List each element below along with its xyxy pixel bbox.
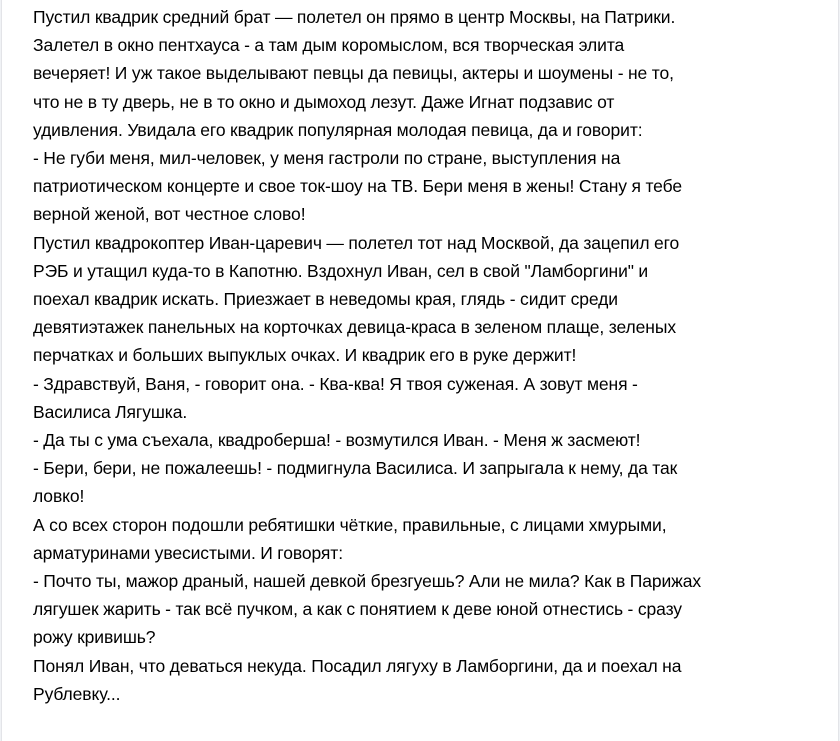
text-line: - Здравствуй, Ваня, - говорит она. - Ква-ква! Я твоя суженая. А зовут меня - [33,373,638,394]
text-line: лягушек жарить - так всё пучком, а как с понятием к деве юной отнестись - сразу [33,599,682,620]
text-line: патриотическом концерте и свое ток-шоу на ТВ. Бери меня в жены! Стану я тебе [33,176,682,197]
text-line: арматуринами увесистыми. И говорят: [33,542,343,563]
text-line: поехал квадрик искать. Приезжает в неведомы края, глядь - сидит среди [33,289,618,310]
text-line: Понял Иван, что деваться некуда. Посадил лягуху в Ламборгини, да и поехал на [33,655,682,676]
text-line: РЭБ и утащил куда-то в Капотню. Вздохнул Иван, сел в свой "Ламборгини" и [33,260,649,281]
text-line: Пустил квадрокоптер Иван-царевич — полетел тот над Москвой, да зацепил его [33,232,680,253]
text-line: - Бери, бери, не пожалеешь! - подмигнула Василиса. И запрыгала к нему, да так [33,458,678,479]
text-line: удивления. Увидала его квадрик популярная молодая певица, да и говорит: [33,119,643,140]
text-line: верной женой, вот честное слово! [33,204,306,225]
text-line: - Не губи меня, мил-человек, у меня гастроли по стране, выступления на [33,148,621,169]
text-line: девятиэтажек панельных на корточках девица-краса в зеленом плаще, зеленых [33,317,676,338]
text-line: - Да ты с ума съехала, квадроберша! - возмутился Иван. - Меня ж засмеют! [33,430,641,451]
text-line: - Почто ты, мажор драный, нашей девкой брезгуешь? Али не мила? Как в Парижах [33,571,702,592]
post-card [1,0,839,741]
text-line: А со всех сторон подошли ребятишки чёткие, правильные, с лицами хмурыми, [33,514,667,535]
text-line: рожу кривишь? [33,627,156,648]
text-line: Рублевку... [33,683,121,704]
post-text [33,3,833,708]
text-line: Залетел в окно пентхауса - а там дым коромыслом, вся творческая элита [33,35,625,56]
text-line: Пустил квадрик средний брат — полетел он прямо в центр Москвы, на Патрики. [33,7,676,27]
text-line: вечеряет! И уж такое выделывают певцы да певицы, актеры и шоумены - не то, [33,63,674,84]
text-line: что не в ту дверь, не в то окно и дымоход лезут. Даже Игнат подзавис от [33,91,615,112]
text-line: Василиса Лягушка. [33,401,188,422]
text-line: перчатках и больших выпуклых очках. И квадрик его в руке держит! [33,345,577,366]
text-line: ловко! [33,486,85,507]
